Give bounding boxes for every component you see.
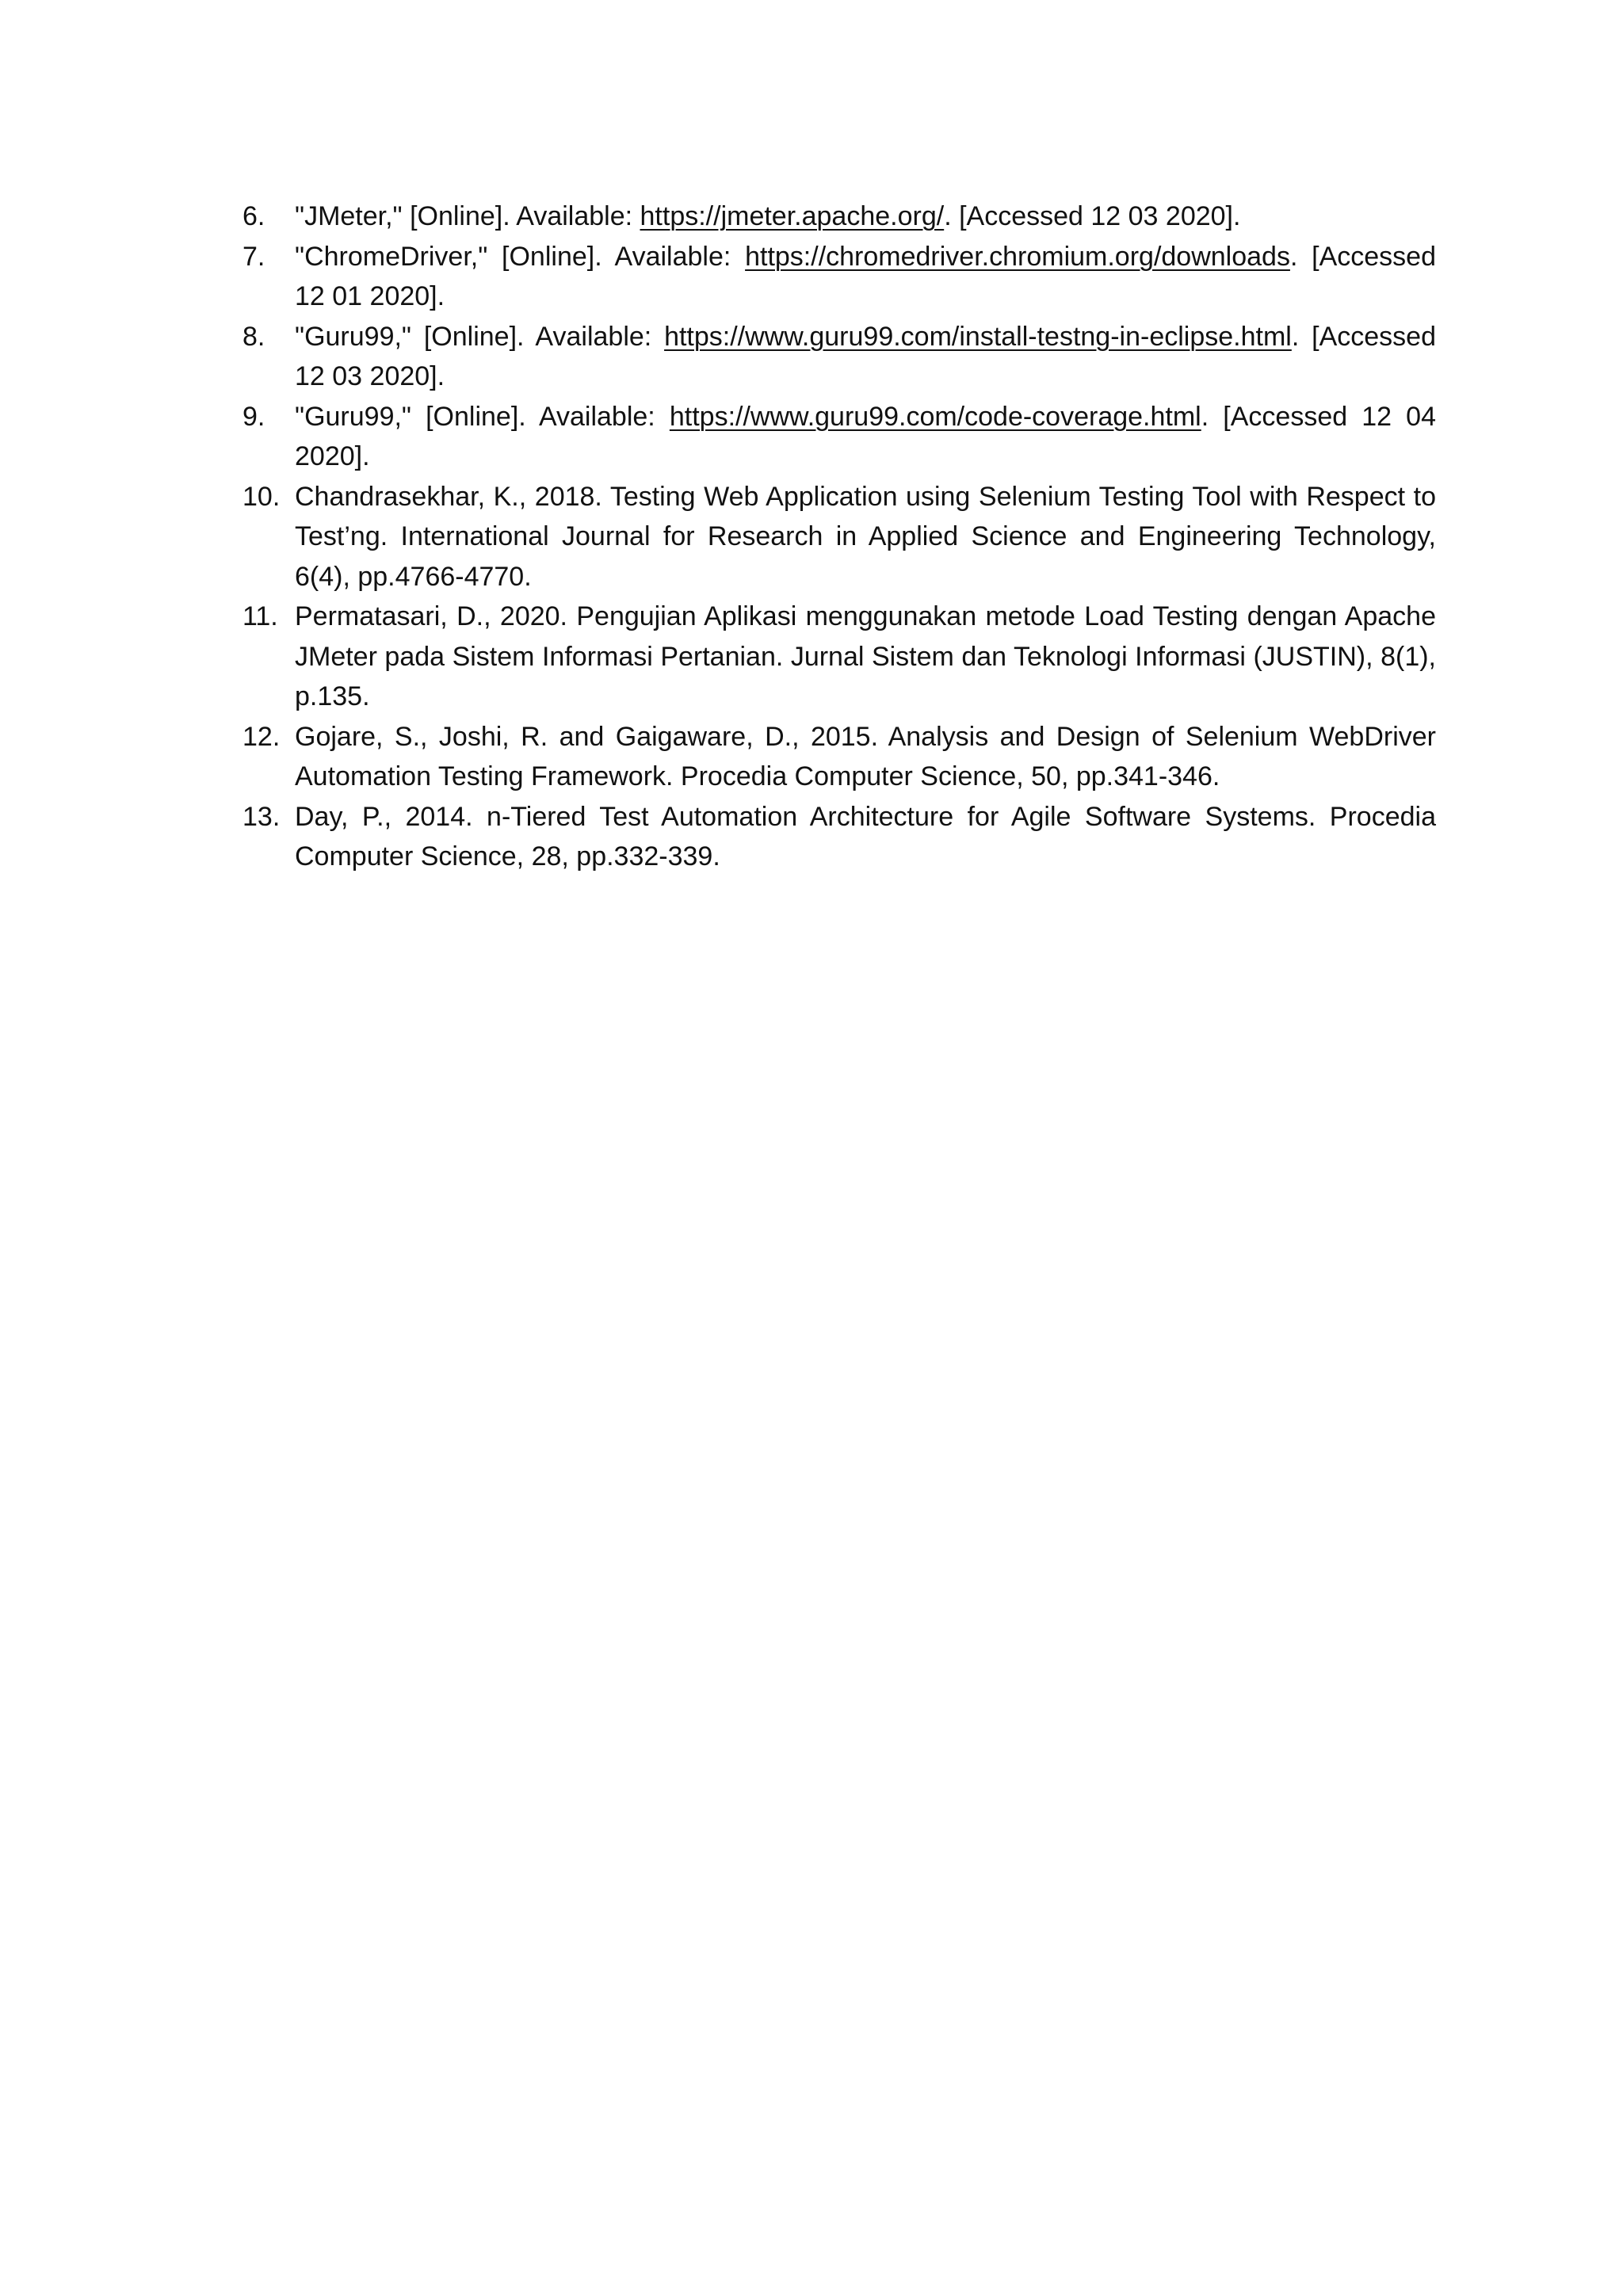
reference-accessed: . [Accessed 12 01 2020]. (295, 241, 1436, 311)
reference-accessed: . [Accessed 12 04 2020]. (295, 401, 1436, 471)
reference-text (295, 237, 1436, 317)
reference-number: 10. (242, 481, 281, 512)
reference-item-6 (242, 196, 1436, 237)
reference-link-guru99-testng[interactable]: https://www.guru99.com/install-testng-in-eclipse.html (664, 321, 1292, 352)
reference-accessed: . [Accessed 12 03 2020]. (295, 321, 1436, 391)
reference-text: Gojare, S., Joshi, R. and Gaigaware, D., 2015. Analysis and Design of Selenium WebDriver Automation Testing Framework. Procedia Computer Science, 50, pp.341-346. (295, 721, 1436, 791)
reference-title: "Guru99," [Online]. Available: (295, 401, 670, 432)
reference-list (242, 196, 1436, 877)
reference-number: 9. (242, 401, 265, 432)
reference-title: "ChromeDriver," [Online]. Available: (295, 241, 746, 272)
reference-item-13 (242, 797, 1436, 877)
reference-item-11 (242, 597, 1436, 717)
reference-item-9 (242, 397, 1436, 477)
reference-link-jmeter[interactable]: https://jmeter.apache.org/ (640, 201, 945, 231)
reference-number: 11. (242, 601, 278, 631)
reference-title: "Guru99," [Online]. Available: (295, 321, 665, 352)
reference-item-8 (242, 317, 1436, 397)
reference-number: 6. (242, 201, 265, 231)
reference-number: 13. (242, 801, 281, 832)
reference-item-10 (242, 477, 1436, 597)
reference-text (295, 196, 1436, 237)
reference-title: "JMeter," [Online]. Available: (295, 201, 640, 231)
reference-number: 8. (242, 321, 265, 352)
reference-accessed: . [Accessed 12 03 2020]. (944, 201, 1241, 231)
reference-number: 7. (242, 241, 265, 272)
reference-text (295, 317, 1436, 397)
reference-link-guru99-coverage[interactable]: https://www.guru99.com/code-coverage.html (669, 401, 1201, 432)
reference-item-12 (242, 717, 1436, 797)
reference-link-chromedriver[interactable]: https://chromedriver.chromium.org/downloads (745, 241, 1290, 272)
reference-text: Chandrasekhar, K., 2018. Testing Web Application using Selenium Testing Tool with Respect to Test’ng. International Journal for Research in Applied Science and Engineering Technology, 6(4), pp.4766-4770. (295, 481, 1436, 592)
reference-item-7 (242, 237, 1436, 317)
reference-text: Permatasari, D., 2020. Pengujian Aplikasi menggunakan metode Load Testing dengan Apache JMeter pada Sistem Informasi Pertanian. Jurnal Sistem dan Teknologi Informasi (JUSTIN), 8(1), p.135. (295, 601, 1436, 711)
reference-text: Day, P., 2014. n-Tiered Test Automation Architecture for Agile Software Systems. Procedia Computer Science, 28, pp.332-339. (295, 801, 1436, 871)
reference-number: 12. (242, 721, 281, 752)
reference-text (295, 397, 1436, 477)
